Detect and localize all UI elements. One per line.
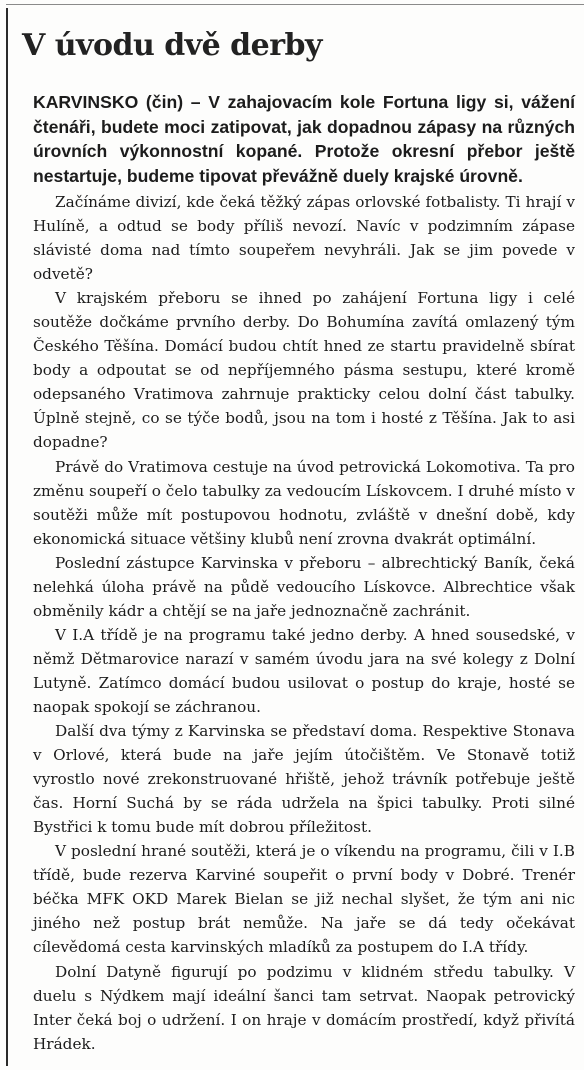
article-body (33, 90, 575, 1056)
paragraph-vratimov: Právě do Vratimova cestuje na úvod petrovická Lokomotiva. Ta pro změnu soupeří o čelo tabulky za vedoucím Lískovcem. I druhé místo v soutěži může mít postupovou hodnotu, zvláště v dnešní době, kdy ekonomická situace většiny klubů není zrovna dvakrát optimální. (33, 457, 575, 548)
paragraph-albrechtice: Poslední zástupce Karvinska v přeboru – albrechtický Baník, čeká nelehká úloha právě na půdě vedoucího Lískovce. Albrechtice však obměnily kádr a chtějí se na jaře jednoznačně zachránit. (33, 553, 575, 620)
top-rule (6, 4, 584, 5)
column-rule (6, 8, 8, 1066)
headline: V úvodu dvě derby (22, 28, 322, 63)
paragraph-dolni-datyne: Dolní Datyně figurují po podzimu v klidném středu tabulky. V duelu s Nýdkem mají ideální šanci tam setrvat. Naopak petrovický Inter čeká boj o udržení. I on hraje v domácím prostředí, když přivítá Hrádek. (33, 962, 575, 1053)
paragraph-ia-trida: V I.A třídě je na programu také jedno derby. A hned sousedské, v němž Dětmarovice narazí v samém úvodu jara na své kolegy z Dolní Lutyně. Zatímco domácí budou usilovat o postup do kraje, hosté se naopak spokojí se záchranou. (33, 625, 575, 716)
paragraph-ib-trida: V poslední hrané soutěži, která je o víkendu na programu, čili v I.B třídě, bude rezerva Karviné soupeřit o první body v Dobré. Trenér béčka MFK OKD Marek Bielan se již nechal slyšet, že tým ani nic jiného než postup brát nemůže. Na jaře se dá tedy očekávat cílevědomá cesta karvinských mladíků za postupem do I.A třídy. (33, 842, 575, 957)
paragraph-stonava: Další dva týmy z Karvinska se představí doma. Respektive Stonava v Orlové, která bude na jaře jejím útočištěm. Ve Stonavě totiž vyrostlo nové zrekonstruované hřiště, jehož trávník potřebuje ještě čas. Horní Suchá by se ráda udržela na špici tabulky. Proti silné Bystřici k tomu bude mít dobrou příležitost. (33, 722, 575, 837)
paragraph-krajsky-prebor: V krajském přeboru se ihned po zahájení Fortuna ligy i celé soutěže dočkáme prvního derby. Do Bohumína zavítá omlazený tým Českého Těšína. Domácí budou chtít hned ze startu pravidelně sbírat body a odpoutat se od nepříjemného pásma sestupu, které kromě odepsaného Vratimova zahrnuje prakticky celou dolní část tabulky. Úplně stejně, co se týče bodů, jsou na tom i hosté z Těšína. Jak to asi dopadne? (33, 289, 575, 452)
lead-paragraph: KARVINSKO (čin) – V zahajovacím kole Fortuna ligy si, vážení čtenáři, budete moci zatipovat, jak dopadnou zápasy na různých úrovních výkonnostní kopané. Protože okresní přebor ještě nestartuje, budeme tipovat převážně duely krajské úrovně. (33, 92, 575, 186)
paragraph-divize: Začínáme divizí, kde čeká těžký zápas orlovské fotbalisty. Ti hrají v Hulíně, a odtud se body příliš nevozí. Navíc v podzimním zápase slávisté doma nad tímto soupeřem nevyhráli. Jak se jim povede v odvetě? (33, 193, 575, 284)
